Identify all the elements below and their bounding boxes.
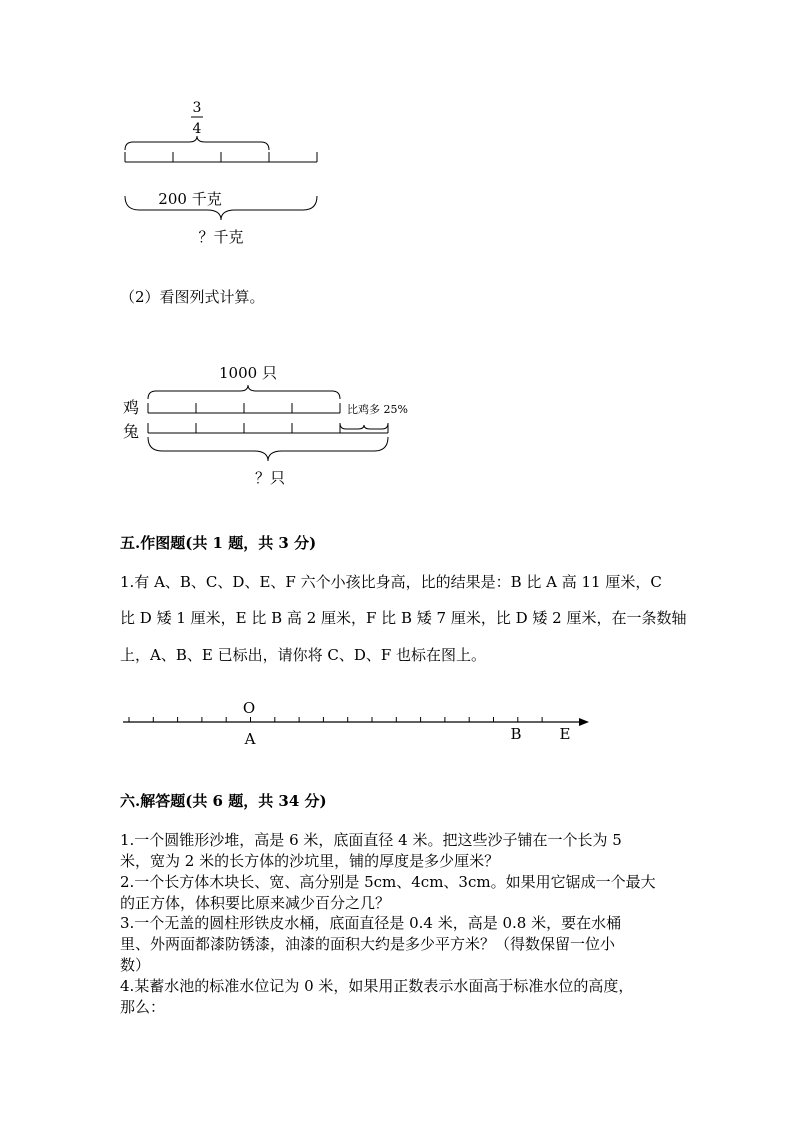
section-6-line: 的正方体，体积要比原来减少百分之几？ (120, 894, 391, 912)
extra-percent-label: 比鸡多 25% (347, 403, 408, 416)
diagram-1 (110, 90, 340, 255)
chicken-brace (148, 385, 340, 399)
extra-brace (340, 423, 388, 429)
point-e-label: E (559, 725, 571, 743)
diagram-2 (110, 355, 430, 495)
section-6-line: 2.一个长方体木块长、宽、高分别是 5cm、4cm、3cm。如果用它锯成一个最大 (120, 873, 656, 891)
chicken-row-label: 鸡 (123, 398, 140, 417)
rabbit-brace (148, 437, 388, 461)
point-b-label: B (510, 725, 522, 743)
section-6-line: 3.一个无盖的圆柱形铁皮水桶，底面直径是 0.4 米，高是 0.8 米，要在水桶 (120, 914, 622, 932)
top-brace (125, 136, 269, 150)
section-5-title: 五.作图题(共 1 题，共 3 分) (120, 534, 317, 552)
section-6-line: 1.一个圆锥形沙堆，高是 6 米，底面直径 4 米。把这些沙子铺在一个长为 5 (120, 831, 622, 849)
unknown-rabbits-label: ？只 (254, 469, 286, 487)
section-6-line: 数） (120, 956, 151, 974)
origin-label: O (242, 699, 256, 717)
section-6-line: 米，宽为 2 米的长方体的沙坑里，铺的厚度是多少厘米？ (120, 852, 500, 870)
section-6-line: 4.某蓄水池的标准水位记为 0 米，如果用正数表示水面高于标准水位的高度， (120, 977, 634, 995)
section-6-line: 那么： (120, 998, 166, 1016)
section-5-line: 1.有 A、B、C、D、E、F 六个小孩比身高，比的结果是：B 比 A 高 11 厘米，C (120, 573, 662, 591)
rabbit-row-label: 兔 (123, 422, 140, 441)
section-5-line: 比 D 矮 1 厘米，E 比 B 高 2 厘米，F 比 B 矮 7 厘米，比 D 矮 2 厘米，在一条数轴 (120, 609, 687, 627)
number-line (115, 695, 595, 750)
total-chickens-label: 1000 只 (219, 364, 277, 382)
question-2-label: （2）看图列式计算。 (120, 288, 265, 306)
fraction-numerator: 3 (192, 100, 202, 116)
section-6-title: 六.解答题(共 6 题，共 34 分) (120, 792, 327, 810)
axis-arrow (579, 718, 589, 726)
known-weight-label: 200 千克 (158, 190, 222, 208)
point-a-label: A (244, 730, 256, 748)
fraction-denominator: 4 (192, 121, 202, 137)
section-6-line: 里、外两面都漆防锈漆，油漆的面积大约是多少平方米？（得数保留一位小 (120, 935, 616, 953)
unknown-weight-label: ？千克 (198, 228, 244, 246)
section-5-line: 上，A、B、E 已标出，请你将 C、D、F 也标在图上。 (120, 646, 487, 664)
